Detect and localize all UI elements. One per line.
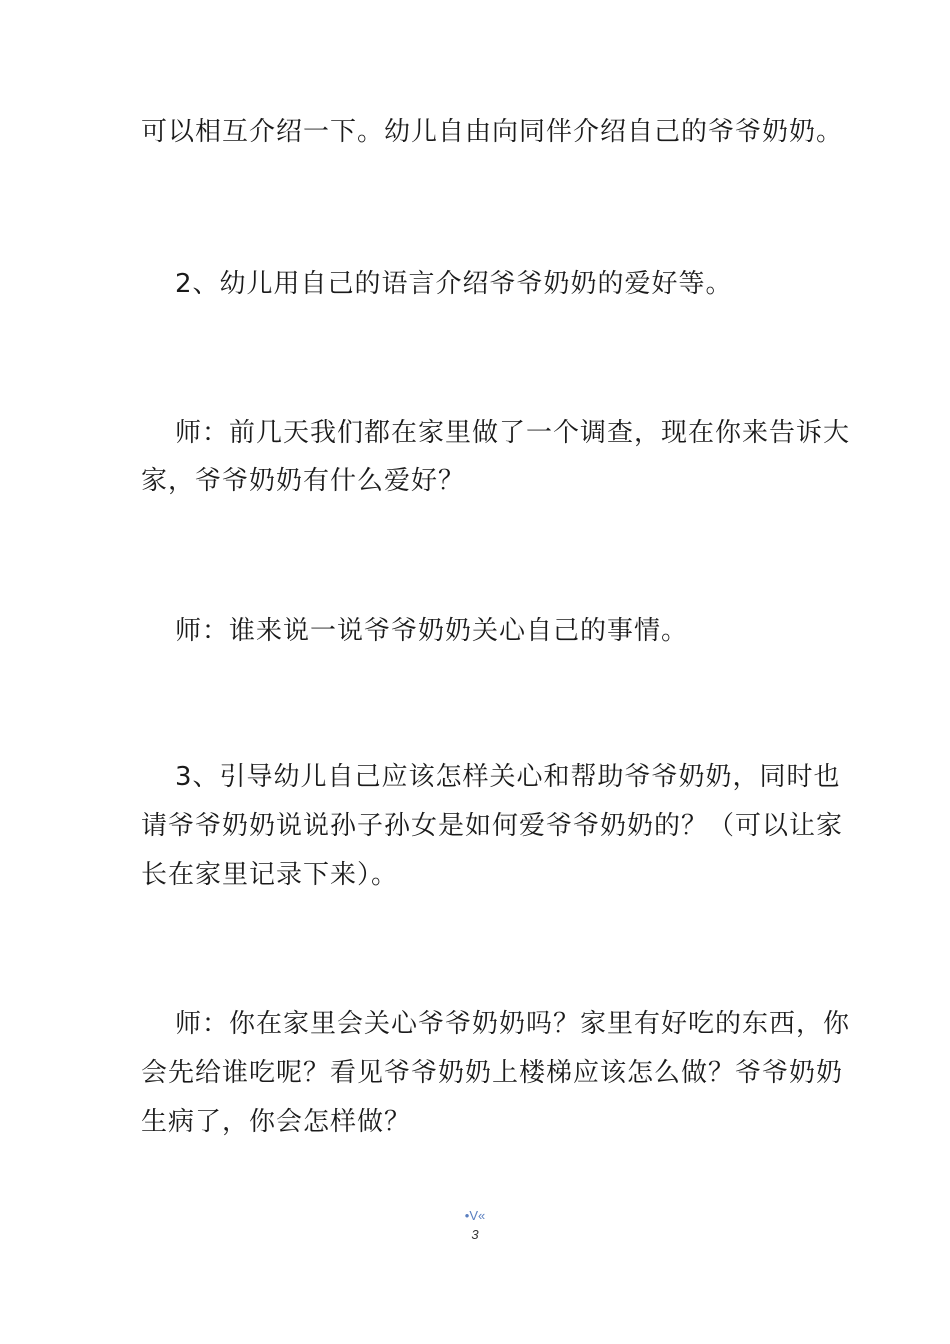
paragraph-5-line-2: 请爷爷奶奶说说孙子孙女是如何爱爷爷奶奶的？（可以让家 <box>141 811 844 841</box>
paragraph-4-line-1: 师：谁来说一说爷爷奶奶关心自己的事情。 <box>175 616 689 646</box>
footer-mark: •V« <box>464 1208 486 1223</box>
paragraph-6-line-3: 生病了，你会怎样做？ <box>141 1107 412 1137</box>
paragraph-3-line-2: 家，爷爷奶奶有什么爱好？ <box>141 466 466 496</box>
paragraph-3-line-1: 师：前几天我们都在家里做了一个调查，现在你来告诉大 <box>175 418 851 448</box>
paragraph-2-line-1: 2、幼儿用自己的语言介绍爷爷奶奶的爱好等。 <box>175 269 733 299</box>
page-number: 3 <box>471 1227 479 1242</box>
paragraph-5-line-3: 长在家里记录下来）。 <box>141 860 399 890</box>
paragraph-6-line-2: 会先给谁吃呢？看见爷爷奶奶上楼梯应该怎么做？爷爷奶奶 <box>141 1058 844 1088</box>
paragraph-6-line-1: 师：你在家里会关心爷爷奶奶吗？家里有好吃的东西，你 <box>175 1009 851 1039</box>
paragraph-1-line-1: 可以相互介绍一下。幼儿自由向同伴介绍自己的爷爷奶奶。 <box>141 117 844 147</box>
paragraph-5-line-1: 3、引导幼儿自己应该怎样关心和帮助爷爷奶奶，同时也 <box>175 762 841 792</box>
